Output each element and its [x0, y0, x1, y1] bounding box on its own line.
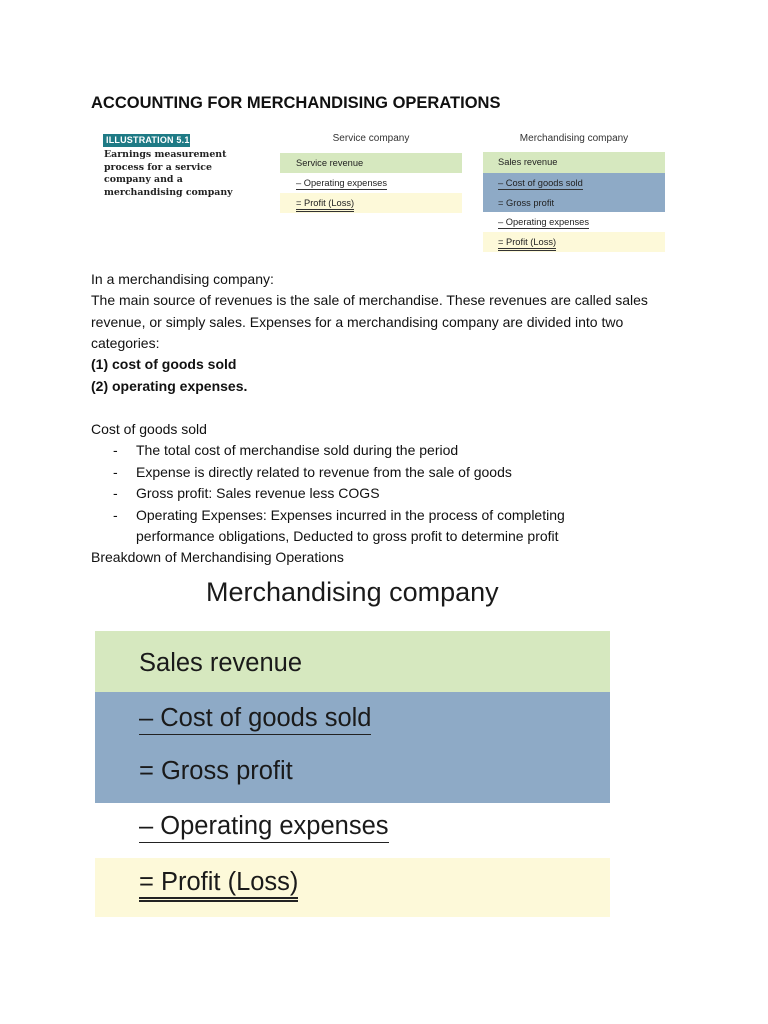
service-row-revenue: Service revenue: [280, 153, 462, 173]
intro-paragraph: The main source of revenues is the sale of merchandise. These revenues are called sales revenue, or simply sales. Expenses for a merchandising company are divided into two categories:: [91, 292, 648, 351]
page-heading: ACCOUNTING FOR MERCHANDISING OPERATIONS: [91, 94, 501, 112]
cogs-bullet-list: [91, 440, 711, 548]
service-row-profit: = Profit (Loss): [280, 193, 462, 213]
illustration-caption: Earnings measurement process for a service company and a merchandising company: [104, 149, 233, 198]
list-item: - Operating Expenses: Expenses incurred in the process of completing performance obligations, Deducted to gross profit to determine profit: [113, 506, 565, 544]
illustration-badge: ILLUSTRATION 5.1: [103, 134, 190, 147]
service-column-title: Service company: [332, 133, 410, 144]
category-2: (2) operating expenses.: [91, 378, 248, 394]
merch-row-opex: – Operating expenses: [498, 217, 589, 227]
diagram-row-profit: = Profit (Loss): [139, 866, 298, 898]
diagram-row-sales: Sales revenue: [139, 649, 303, 677]
intro-line: In a merchandising company:: [91, 271, 274, 287]
merch-column-title: Merchandising company: [519, 133, 629, 144]
merch-row-gross-profit: = Gross profit: [483, 193, 665, 212]
merch-row-sales: Sales revenue: [483, 152, 665, 173]
breakdown-title: Breakdown of Merchandising Operations: [91, 549, 344, 565]
merch-row-profit: = Profit (Loss): [483, 232, 665, 252]
cogs-title: Cost of goods sold: [91, 421, 207, 437]
list-item: - Expense is directly related to revenue from the sale of goods: [113, 463, 512, 480]
list-item: - Gross profit: Sales revenue less COGS: [113, 485, 380, 501]
diagram-row-opex: – Operating expenses: [139, 810, 389, 842]
diagram-row-gross-profit: = Gross profit: [139, 757, 293, 785]
service-row-expenses: – Operating expenses: [296, 178, 387, 188]
list-item: - The total cost of merchandise sold during the period: [113, 442, 459, 458]
diagram-row-cogs: – Cost of goods sold: [139, 702, 371, 734]
merch-row-cogs: – Cost of goods sold: [483, 173, 665, 193]
category-1: (1) cost of goods sold: [91, 356, 237, 372]
diagram-title: Merchandising company: [206, 577, 499, 607]
